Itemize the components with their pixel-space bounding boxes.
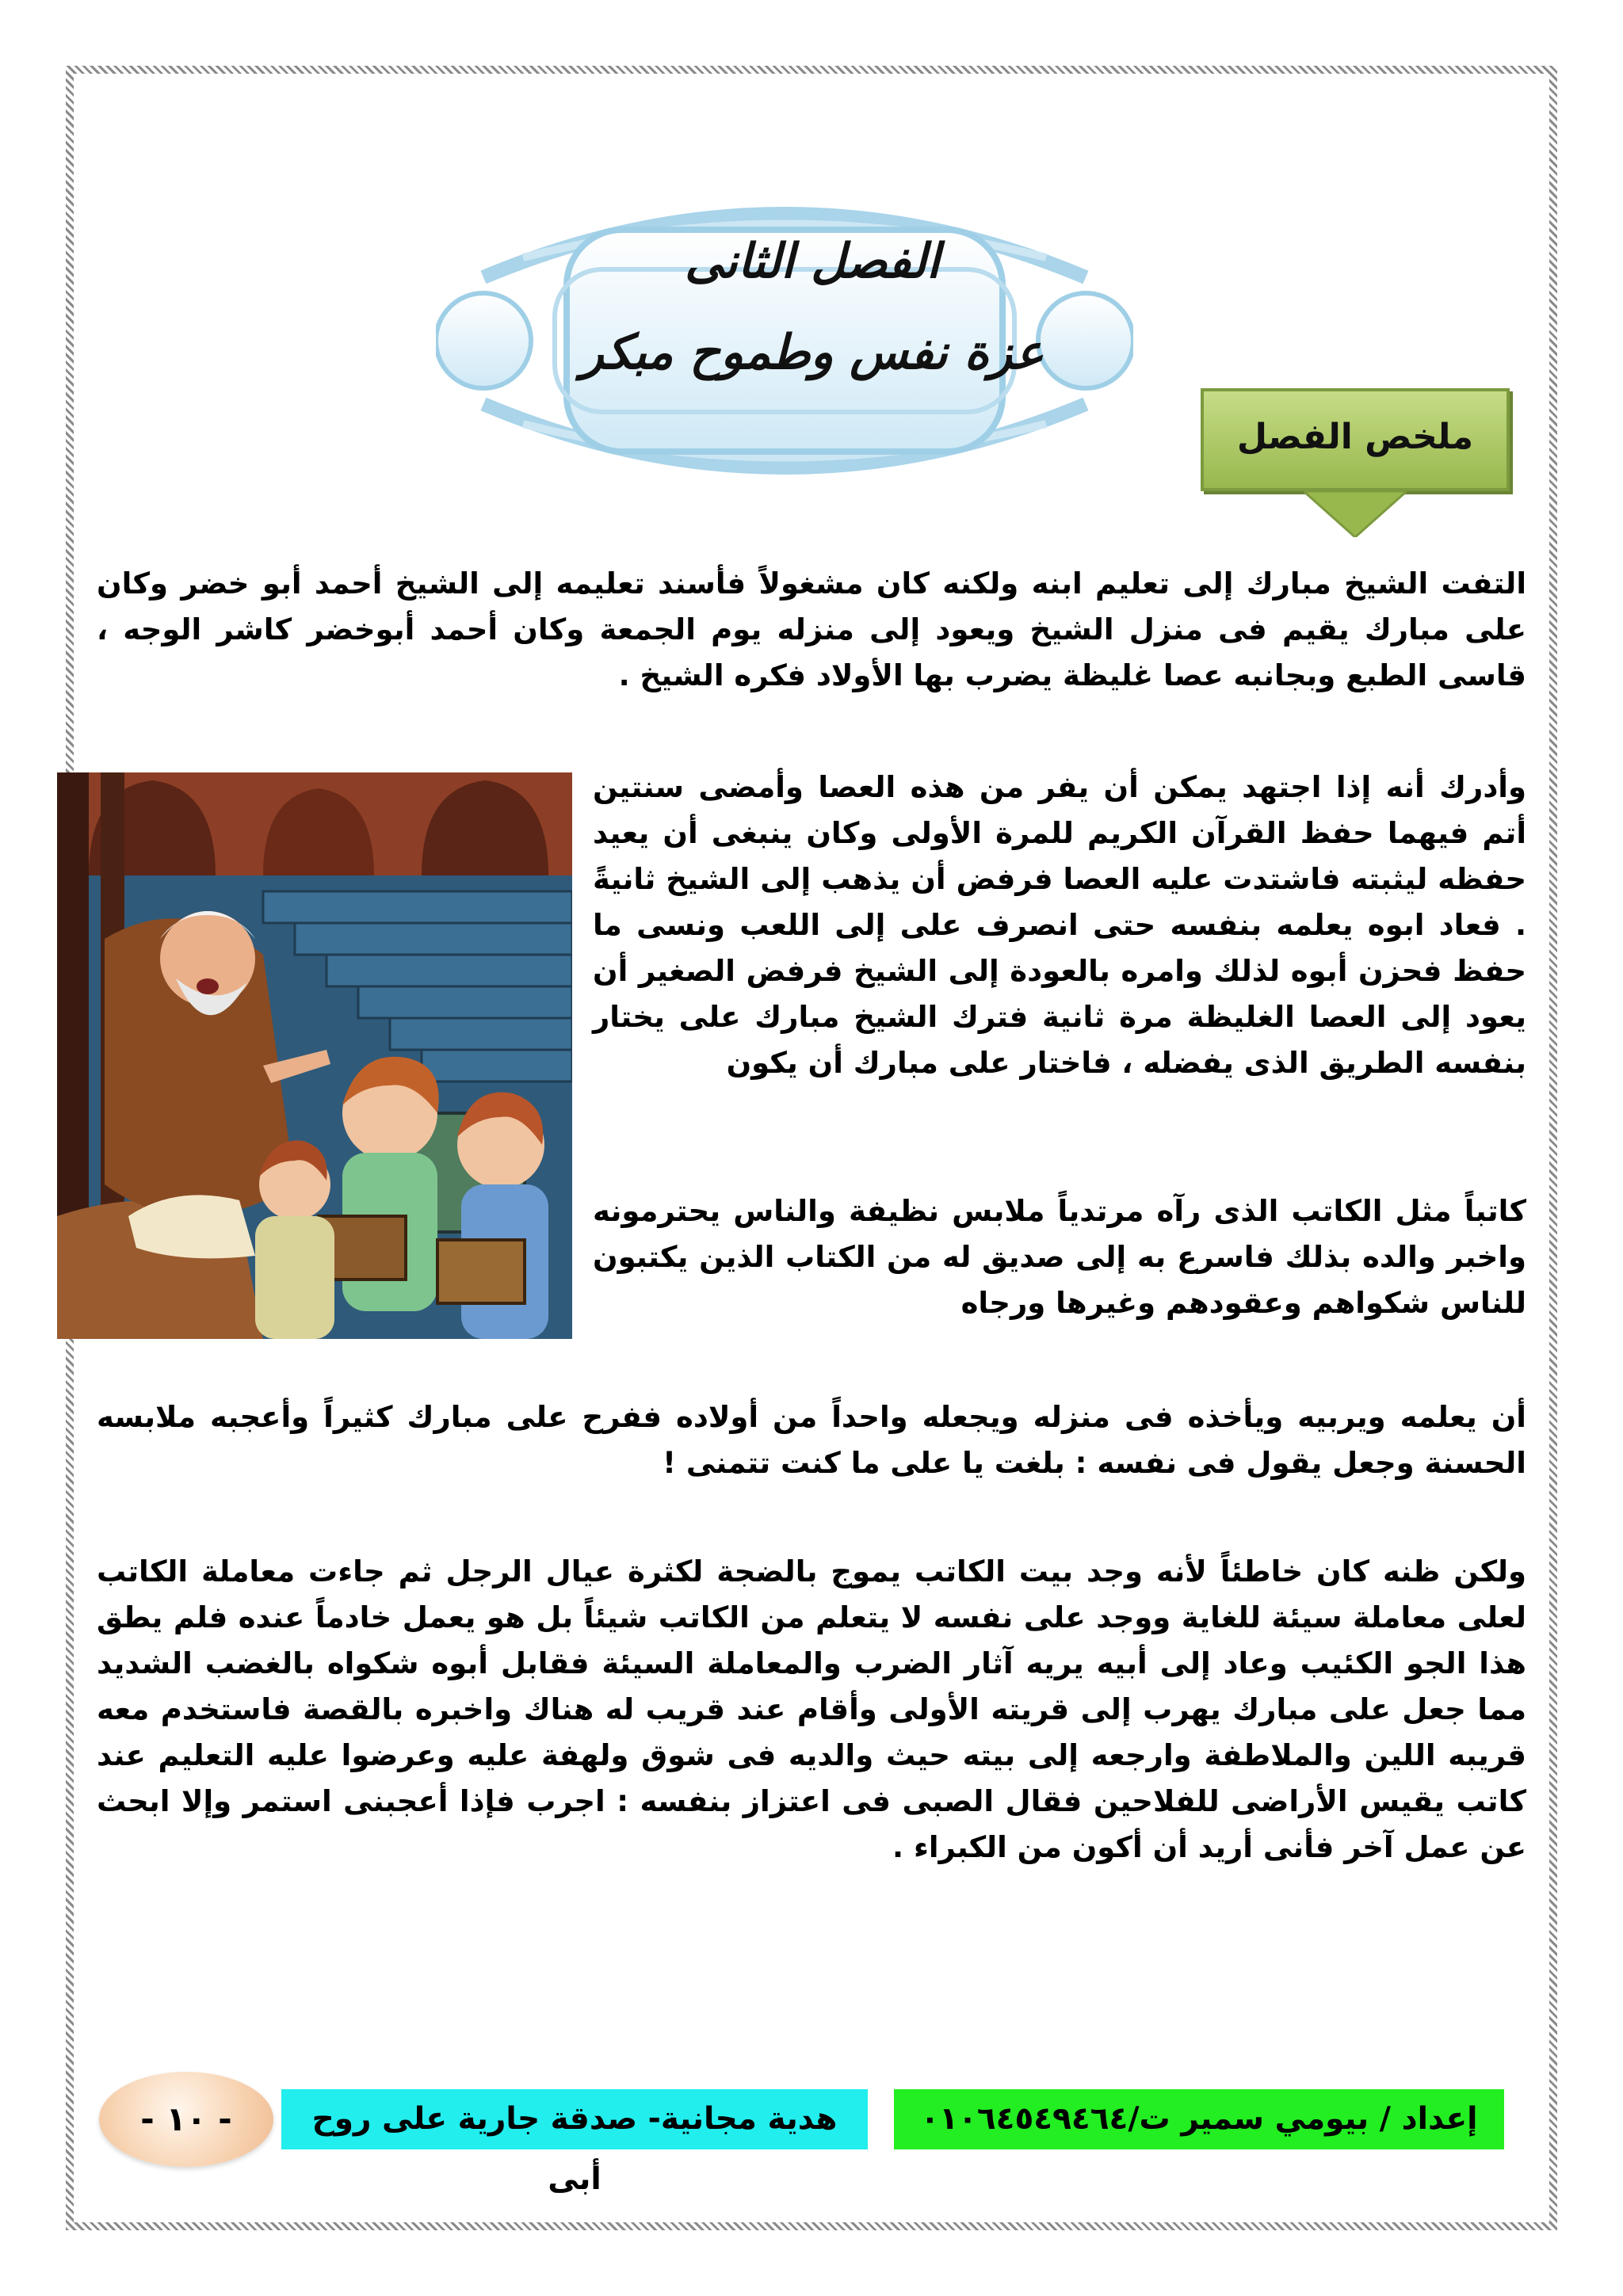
paragraph-2: وأدرك أنه إذا اجتهد يمكن أن يفر من هذه العصا وأمضى سنتين أتم فيهما حفظ القرآن الكريم للمرة الأولى وكان ينبغى أن يعيد حفظه ليثبته فاشتدت عليه العصا فرفض أن يذهب إلى الشيخ ثانيةً . فعاد ابوه يعلمه بنفسه حتى انصرف على إلى اللعب ونسى ما حفظ فحزن أبوه لذلك وامره بالعودة إلى الشيخ فرفض الصغير أن يعود إلى العصا الغليظة مرة ثانية فترك الشيخ مبارك على يختار بنفسه الطريق الذى يفضله ، فاختار على مبارك أن يكون <box>593 770 1526 1080</box>
paragraph-5: ولكن ظنه كان خاطئاً لأنه وجد بيت الكاتب يموج بالضجة لكثرة عيال الرجل ثم جاءت معاملة الكاتب لعلى معاملة سيئة للغاية ووجد على نفسه لا يتعلم من الكاتب شيئاً بل هو يعمل خادماً عنده فلم يطق هذا الجو الكئيب وعاد إلى أبيه يريه آثار الضرب والمعاملة السيئة فقابل أبوه شكواه بالغضب الشديد مما جعل على مبارك يهرب إلى قريته الأولى وأقام عند قريب له هناك واخبره بالقصة فاستخدم معه قريبه اللين والملاطفة وارجعه إلى بيته حيث والديه فى شوق ولهفة عليه وعرضوا عليه التعليم عند كاتب يقيس الأراضى للفلاحين فقال الصبى فى اعتزاز بنفسه : اجرب فإذا أعجبنى استمر وإلا ابحث عن عمل آخر فأنى أريد أن أكون من الكبراء . <box>97 1554 1526 1864</box>
sheikh-teaching-children-illustration <box>57 772 572 1339</box>
page-number: - ١٠ - <box>99 2072 273 2167</box>
chapter-summary-box <box>1201 388 1510 491</box>
chapter-subtitle: عزة نفس وطموح مبكر <box>580 325 1044 380</box>
paragraph-3: كاتباً مثل الكاتب الذى رآه مرتدياً ملابس نظيفة والناس يحترمونه واخبر والده بذلك فاسرع به إلى صديق له من الكتاب الذين يكتبون للناس شكواهم وعقودهم وغيرها ورجاه <box>593 1194 1526 1320</box>
paragraph-1: التفت الشيخ مبارك إلى تعليم ابنه ولكنه كان مشغولاً فأسند تعليمه إلى الشيخ أحمد أبو خضر وكان على مبارك يقيم فى منزل الشيخ ويعود إلى منزله يوم الجمعة وكان أحمد أبوخضر كاشر الوجه ، قاسى الطبع وبجانبه عصا غليظة يضرب بها الأولاد فكره الشيخ . <box>97 566 1526 692</box>
footer-credit: إعداد / بيومي سمير ت/٠١٠٦٤٥٤٩٤٦٤ <box>894 2089 1504 2149</box>
paragraph-4: أن يعلمه ويربيه ويأخذه فى منزله ويجعله واحداً من أولاده ففرح على مبارك كثيراً وأعجبه ملابسه الحسنة وجعل يقول فى نفسه : بلغت يا على ما كنت تتمنى ! <box>97 1400 1526 1480</box>
footer-gift-note: هدية مجانية- صدقة جارية على روح أبى <box>281 2089 868 2149</box>
summary-label: ملخص الفصل <box>1236 417 1474 457</box>
chapter-title: الفصل الثانى <box>685 234 940 289</box>
down-arrow-icon <box>1304 491 1407 537</box>
